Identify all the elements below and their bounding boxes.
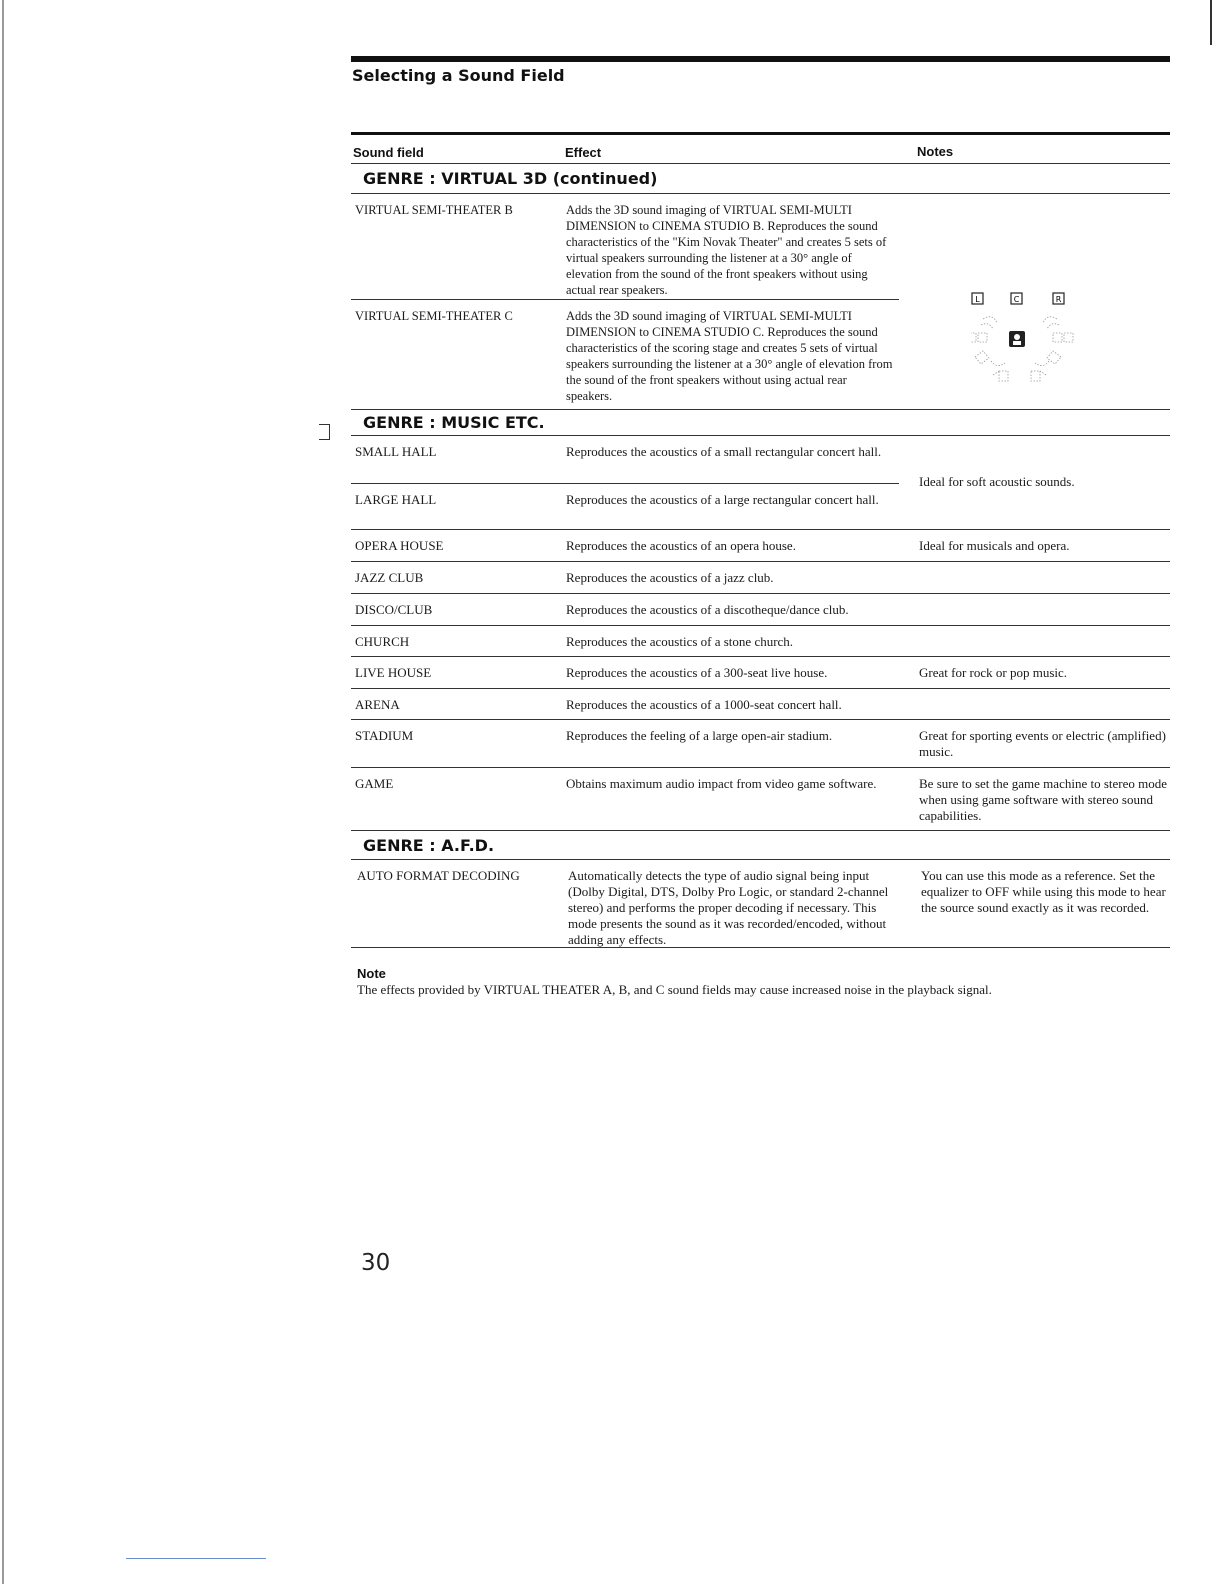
scan-edge-right (1210, 0, 1212, 45)
table-row-small-hall (351, 436, 1170, 489)
speaker-label-l: L (975, 295, 980, 304)
notes-text: Ideal for musicals and opera. (919, 538, 1070, 553)
table-row-large-hall (351, 484, 1170, 530)
genre-heading-music-etc: GENRE : MUSIC ETC. (351, 410, 1170, 436)
scan-edge-left (2, 0, 4, 1584)
sound-field-name: CHURCH (355, 634, 410, 649)
section-title: Selecting a Sound Field (352, 66, 565, 85)
sound-field-name: ARENA (355, 697, 400, 712)
effect-text: Adds the 3D sound imaging of VIRTUAL SEMI-MULTI DIMENSION to CINEMA STUDIO C. Reproduces the sound characteristics of the scoring stage and creates 5 sets of virtual speakers surrounding the listener at a 30° angle of elevation from the sound of the front speakers without using actual rear speakers. (566, 309, 893, 403)
table-row-game (351, 768, 1170, 830)
sound-field-name: DISCO/CLUB (355, 602, 433, 617)
effect-text: Reproduces the acoustics of a large rectangular concert hall. (566, 492, 879, 507)
effect-text: Reproduces the feeling of a large open-air stadium. (566, 728, 833, 743)
table-row-virtual-semi-theater-b (351, 194, 1170, 304)
table-row-arena (351, 689, 1170, 720)
notes-text: Great for sporting events or electric (amplified) music. (919, 728, 1166, 759)
margin-bracket-mark (319, 424, 330, 440)
sound-field-name: STADIUM (355, 728, 414, 743)
note-heading: Note (357, 966, 386, 981)
notes-text: Ideal for soft acoustic sounds. (919, 474, 1075, 489)
table-row-virtual-semi-theater-c (351, 300, 1170, 410)
table-row-stadium (351, 720, 1170, 768)
table-row-live-house (351, 657, 1170, 689)
speaker-label-c: C (1013, 295, 1020, 304)
sound-field-name: AUTO FORMAT DECODING (357, 868, 520, 883)
genre-heading-afd: GENRE : A.F.D. (351, 830, 1170, 860)
page-number: 30 (361, 1250, 391, 1276)
table-row-disco-club (351, 594, 1170, 626)
sound-field-name: LARGE HALL (355, 492, 437, 507)
sound-field-name: LIVE HOUSE (355, 665, 432, 680)
table-row-church (351, 626, 1170, 657)
sound-field-name: GAME (355, 776, 394, 791)
sound-field-name: VIRTUAL SEMI-THEATER B (355, 203, 513, 217)
genre-heading-virtual-3d: GENRE : VIRTUAL 3D (continued) (351, 164, 1170, 194)
effect-text: Reproduces the acoustics of an opera house. (566, 538, 796, 553)
effect-text: Adds the 3D sound imaging of VIRTUAL SEMI-MULTI DIMENSION to CINEMA STUDIO B. Reproduces the sound characteristics of the "Kim Novak Theater" and creates 5 sets of virtual speakers surrounding the listener at a 30° angle of elevation from the sound of the front speakers without using actual rear speakers. (566, 203, 887, 297)
sound-field-name: VIRTUAL SEMI-THEATER C (355, 309, 513, 323)
column-header-effect: Effect (565, 145, 602, 160)
sound-field-name: OPERA HOUSE (355, 538, 444, 553)
sound-field-table (351, 132, 1170, 948)
table-row-opera-house (351, 530, 1170, 562)
sound-field-name: SMALL HALL (355, 444, 437, 459)
effect-text: Obtains maximum audio impact from video game software. (566, 776, 877, 791)
effect-text: Reproduces the acoustics of a 300-seat live house. (566, 665, 828, 680)
table-header (351, 132, 1170, 164)
column-header-notes: Notes (917, 144, 954, 159)
notes-text: Great for rock or pop music. (919, 665, 1068, 680)
footer-rule (126, 1558, 266, 1559)
effect-text: Reproduces the acoustics of a 1000-seat concert hall. (566, 697, 842, 712)
effect-text: Reproduces the acoustics of a discotheque/dance club. (566, 602, 849, 617)
sound-field-name: JAZZ CLUB (355, 570, 424, 585)
effect-text: Reproduces the acoustics of a small rectangular concert hall. (566, 444, 882, 459)
table-row-jazz-club (351, 562, 1170, 594)
column-header-sound-field: Sound field (353, 145, 424, 160)
table-row-auto-format-decoding (351, 860, 1170, 948)
notes-text: Be sure to set the game machine to stereo mode when using game software with stereo sound capabilities. (919, 776, 1168, 823)
effect-text: Automatically detects the type of audio signal being input (Dolby Digital, DTS, Dolby Pro Logic, or standard 2-channel stereo) and performs the proper decoding if necessary. This mode presents the sound as it was recorded/encoded, without adding any effects. (568, 868, 889, 947)
notes-text: You can use this mode as a reference. Set the equalizer to OFF while using this mode to hear the source sound exactly as it was recorded. (921, 868, 1166, 915)
note-text: The effects provided by VIRTUAL THEATER A, B, and C sound fields may cause increased noise in the playback signal. (357, 982, 992, 997)
effect-text: Reproduces the acoustics of a jazz club. (566, 570, 774, 585)
top-rule (351, 56, 1170, 62)
effect-text: Reproduces the acoustics of a stone church. (566, 634, 794, 649)
speaker-label-r: R (1055, 295, 1062, 304)
